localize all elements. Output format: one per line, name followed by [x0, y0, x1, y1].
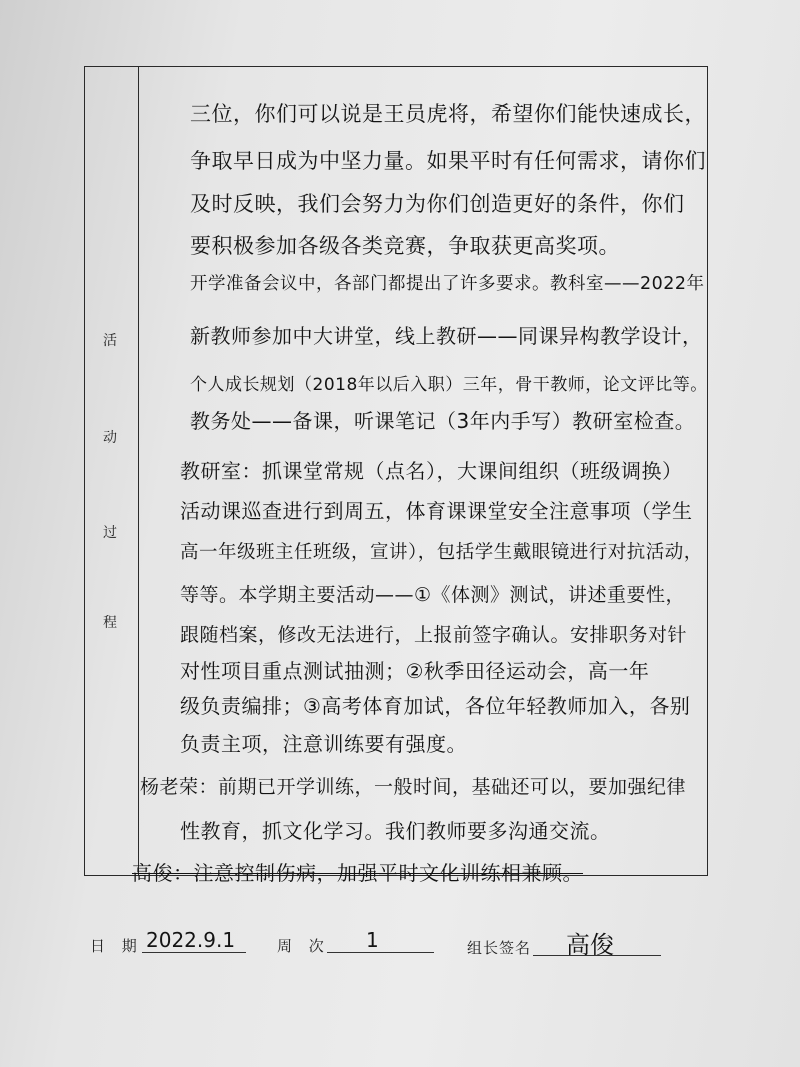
date-value: 2022.9.1: [146, 928, 236, 952]
side-label-char-3: 过: [103, 525, 117, 541]
handwritten-line-7: 个人成长规划（2018年以后入职）三年，骨干教师，论文评比等。: [190, 375, 708, 395]
bleed-through-text: [230, 28, 650, 68]
handwritten-line-12: 等等。本学期主要活动——①《体测》测试，讲述重要性，: [180, 584, 686, 606]
handwritten-line-2: 争取早日成为中坚力量。如果平时有任何需求，请你们: [190, 149, 706, 173]
handwritten-line-16: 负责主项，注意训练要有强度。: [180, 732, 467, 756]
handwritten-line-6: 新教师参加中大讲堂，线上教研——同课异构教学设计，: [190, 324, 703, 348]
leader-signature-underline: [533, 955, 661, 956]
leader-signature: 高俊: [566, 931, 614, 959]
handwritten-line-18: 性教育，抓文化学习。我们教师要多沟通交流。: [180, 819, 611, 843]
handwritten-line-1: 三位，你们可以说是王员虎将，希望你们能快速成长，: [190, 102, 706, 126]
label-column-divider: [138, 66, 139, 876]
handwritten-line-5: 开学准备会议中，各部门都提出了许多要求。教科室——2022年: [190, 274, 705, 294]
handwritten-line-17: 杨老荣：前期已开学训练，一般时间，基础还可以，要加强纪律: [140, 776, 687, 798]
handwritten-line-13: 跟随档案，修改无法进行，上报前签字确认。安排职务对针: [180, 624, 688, 646]
handwritten-line-14: 对性项目重点测试抽测；②秋季田径运动会，高一年: [180, 659, 650, 683]
handwritten-line-4: 要积极参加各级各类竞赛，争取获更高奖项。: [190, 234, 620, 258]
week-value: 1: [366, 928, 379, 952]
side-label-char-1: 活: [103, 333, 117, 349]
handwritten-line-19: 高俊：注意控制伤病，加强平时文化训练相兼顾。: [132, 861, 583, 885]
date-label: 日 期: [90, 937, 143, 955]
date-underline: [142, 952, 246, 953]
handwritten-line-11: 高一年级班主任班级，宣讲），包括学生戴眼镜进行对抗活动，: [180, 542, 703, 563]
handwritten-line-9: 教研室：抓课堂常规（点名），大课间组织（班级调换）: [180, 459, 683, 483]
handwritten-line-10: 活动课巡查进行到周五，体育课课堂安全注意事项（学生: [180, 499, 693, 523]
handwritten-line-15: 级负责编排；③高考体育加试，各位年轻教师加入，各别: [180, 694, 691, 718]
handwritten-line-3: 及时反映，我们会努力为你们创造更好的条件，你们: [190, 192, 685, 216]
side-label-char-2: 动: [103, 430, 117, 446]
week-label: 周 次: [277, 937, 330, 955]
leader-signature-label: 组长签名: [467, 939, 532, 957]
side-label-char-4: 程: [103, 615, 117, 631]
week-underline: [327, 952, 434, 953]
handwritten-line-8: 教务处——备课，听课笔记（3年内手写）教研室检查。: [190, 409, 696, 433]
